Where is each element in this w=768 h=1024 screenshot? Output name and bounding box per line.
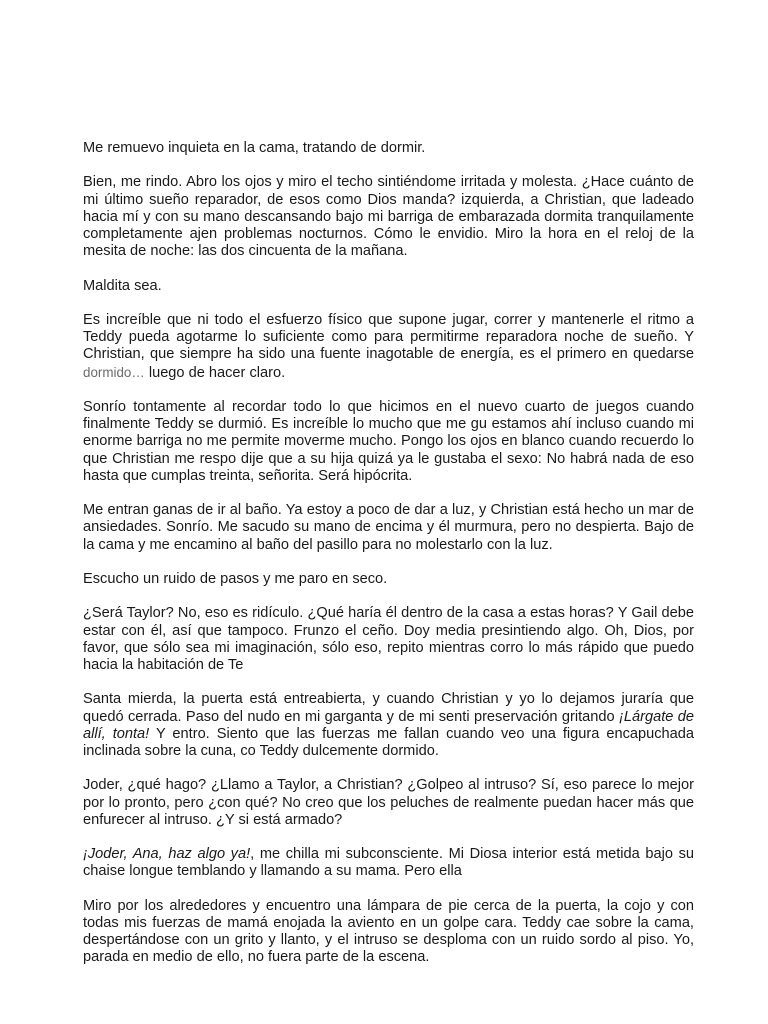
paragraph (83, 312, 694, 382)
paragraph (83, 571, 694, 588)
text-span: Miro por los alrededores y encuentro una lámpara de pie cerca de la puerta, la cojo y con todas mis fuerzas de mamá enojada la aviento en un golpe cara. Teddy cae sobre la cama, despertándose con un grito y llanto, y el intruso se desploma con un ruido sordo al piso. Yo, parada en medio de ello, no fuera parte de la escena. (83, 897, 694, 966)
text-span: Escucho un ruido de pasos y me paro en seco. (83, 570, 388, 587)
text-span: Maldita sea. (83, 277, 162, 294)
paragraph (83, 777, 694, 829)
text-span: Y entro. Siento que las fuerzas me fallan cuando veo una figura encapuchada inclinada sobre la cuna, co Teddy dulcemente dormido. (83, 725, 694, 759)
text-span: Joder, ¿qué hago? ¿Llamo a Taylor, a Christian? ¿Golpeo al intruso? Sí, eso parece lo mejor por lo pronto, pero ¿con qué? No creo que los peluches de realmente puedan hacer más que enfurecer al intruso. ¿Y si está armado? (83, 777, 694, 828)
paragraph (83, 502, 694, 554)
paragraph (83, 278, 694, 295)
text-span: , me chilla mi subconsciente. Mi Diosa interior está metida bajo su chaise longue temblando y llamando a su mama. Pero ella (83, 846, 694, 880)
text-span: Me remuevo inquieta en la cama, tratando de dormir. (83, 140, 426, 156)
text-span: luego de hacer claro. (144, 364, 286, 381)
italic-text-span: ¡Joder, Ana, haz algo ya! (83, 846, 251, 863)
paragraph (83, 174, 694, 260)
paragraph (83, 846, 694, 880)
paragraph (83, 605, 694, 674)
faint-text-span: dormido… (83, 364, 145, 380)
text-span: Santa mierda, la puerta está entreabierta, y cuando Christian y yo lo dejamos juraría que quedó cerrada. Paso del nudo en mi garganta y de mi senti preservación gritando (83, 691, 694, 725)
italic-text-span: ¡Lárgate de allí, tonta! (83, 708, 694, 742)
paragraph (83, 898, 694, 967)
document-body (83, 140, 694, 984)
text-span: Sonrío tontamente al recordar todo lo que hicimos en el nuevo cuarto de juegos cuando finalmente Teddy se durmió. Es increíble lo mucho que me gu estamos ahí incluso cuando mi enorme barriga no me permite moverme mucho. Pongo los ojos en blanco cuando recuerdo lo que Christian me respo dije que a su hija quizá ya le gustaba el sexo: No habrá nada de eso hasta que cumplas treinta, señorita. Será hipócrita. (83, 398, 694, 484)
text-span: Bien, me rindo. Abro los ojos y miro el techo sintiéndome irritada y molesta. ¿Hace cuánto de mi último sueño reparador, de esos como Dios manda? izquierda, a Christian, que ladeado hacia mí y con su mano descansando bajo mi barriga de embarazada dormita tranquilamente completamente ajen problemas nocturnos. Cómo le envidio. Miro la hora en el reloj de la mesita de noche: las dos cincuenta de la mañana. (83, 174, 694, 260)
paragraph (83, 399, 694, 485)
text-span: Me entran ganas de ir al baño. Ya estoy a poco de dar a luz, y Christian está hecho un mar de ansiedades. Sonrío. Me sacudo su mano de encima y él murmura, pero no despierta. Bajo de la cama y me encamino al baño del pasillo para no molestarlo con la luz. (83, 502, 694, 553)
paragraph (83, 140, 694, 157)
text-span: ¿Será Taylor? No, eso es ridículo. ¿Qué haría él dentro de la casa a estas horas? Y Gail debe estar con él, así que tampoco. Frunzo el ceño. Doy media presintiendo algo. Oh, Dios, por favor, que sólo sea mi imaginación, sólo eso, repito mientras corro lo más rápido que puedo hacia la habitación de Te (83, 605, 694, 673)
text-span: Es increíble que ni todo el esfuerzo físico que supone jugar, correr y mantenerle el ritmo a Teddy pueda agotarme lo suficiente como para permitirme reparadora noche de sueño. Y Christian, que siempre ha sido una fuente inagotable de energía, es el primero en quedarse (83, 311, 694, 363)
paragraph (83, 691, 694, 760)
